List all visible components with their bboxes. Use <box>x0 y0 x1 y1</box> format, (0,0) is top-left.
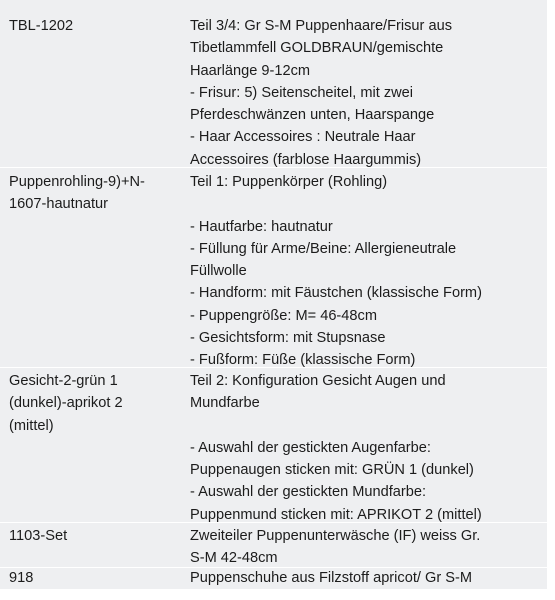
article-number: 1607-hautnatur <box>9 196 108 213</box>
description-line: Pferdeschwänzen unten, Haarspange <box>190 107 435 124</box>
table-row <box>0 370 547 523</box>
description-line: - Füllung für Arme/Beine: Allergieneutrale <box>190 240 457 257</box>
description-line: Zweiteiler Puppenunterwäsche (IF) weiss Gr. <box>190 528 481 544</box>
description-cell <box>190 525 542 570</box>
description-line: - Auswahl der gestickten Augenfarbe: <box>190 439 431 456</box>
description-cell <box>190 370 542 526</box>
description-line: Haarlänge 9-12cm <box>190 62 311 79</box>
table-row <box>0 171 547 368</box>
article-number: 1103-Set <box>9 528 68 544</box>
table-row <box>0 15 547 168</box>
description-line: Teil 1: Puppenkörper (Rohling) <box>190 174 388 190</box>
description-cell <box>190 171 542 372</box>
description-line: Puppenaugen sticken mit: GRÜN 1 (dunkel) <box>190 462 474 479</box>
description-line: Puppenschuhe aus Filzstoff apricot/ Gr S-M <box>190 570 473 586</box>
article-number: Puppenrohling-9)+N- <box>9 174 145 190</box>
article-number: (dunkel)-aprikot 2 <box>9 395 123 412</box>
description-line: - Gesichtsform: mit Stupsnase <box>190 330 386 347</box>
description-line: S-M 42-48cm <box>190 550 278 567</box>
article-number-cell <box>9 370 181 437</box>
description-line: Accessoires (farblose Haargummis) <box>190 151 422 168</box>
description-cell <box>190 15 542 171</box>
description-line <box>190 415 542 437</box>
description-line: Mundfarbe <box>190 395 260 412</box>
description-line: - Handform: mit Fäustchen (klassische Form) <box>190 285 482 302</box>
article-number-cell <box>9 171 181 216</box>
article-number: Gesicht-2-grün 1 <box>9 373 118 389</box>
description-line: Teil 2: Konfiguration Gesicht Augen und <box>190 373 446 389</box>
description-line: - Auswahl der gestickten Mundfarbe: <box>190 484 427 501</box>
description-line: Tibetlammfell GOLDBRAUN/gemischte <box>190 40 444 57</box>
description-line: Teil 3/4: Gr S-M Puppenhaare/Frisur aus <box>190 18 452 34</box>
article-number: (mittel) <box>9 417 54 434</box>
description-line: - Puppengröße: M= 46-48cm <box>190 307 377 324</box>
article-number-cell <box>9 525 181 547</box>
description-line <box>190 193 542 215</box>
description-line: Puppenmund sticken mit: APRIKOT 2 (mittel) <box>190 506 482 523</box>
description-line: - Haar Accessoires : Neutrale Haar <box>190 129 416 146</box>
article-number: 918 <box>9 570 34 586</box>
table-row <box>0 567 547 589</box>
article-number: TBL-1202 <box>9 18 74 34</box>
article-number-cell <box>9 15 181 37</box>
article-number-cell <box>9 567 181 589</box>
description-line: - Frisur: 5) Seitenscheitel, mit zwei <box>190 84 414 101</box>
description-line: - Hautfarbe: hautnatur <box>190 218 333 235</box>
table-row <box>0 525 547 568</box>
description-line: - Fußform: Füße (klassische Form) <box>190 352 416 369</box>
description-line: Füllwolle <box>190 263 247 280</box>
description-cell <box>190 567 542 589</box>
